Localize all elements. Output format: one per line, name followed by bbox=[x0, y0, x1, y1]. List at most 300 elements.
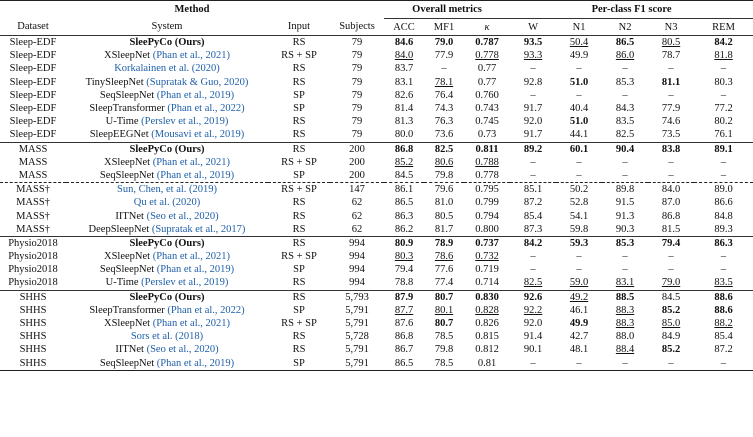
metric-value: – bbox=[576, 169, 582, 181]
metric-value: – bbox=[622, 357, 628, 369]
system-name: SleePyCo (Ours) bbox=[129, 143, 205, 155]
system-name: XSleepNet bbox=[104, 251, 151, 263]
cell-dataset: Sleep-EDF bbox=[9, 50, 57, 62]
cell-kappa bbox=[464, 62, 510, 75]
cell-mf1 bbox=[424, 223, 464, 237]
cell-dataset: Sleep-EDF bbox=[9, 76, 57, 88]
metric-value: – bbox=[668, 63, 674, 75]
cell-mf1 bbox=[424, 62, 464, 75]
cell-n2 bbox=[602, 128, 648, 142]
metric-value: – bbox=[720, 156, 727, 168]
metric-value: 84.0 bbox=[394, 50, 414, 62]
cell-n3 bbox=[648, 236, 694, 250]
metric-value: 0.719 bbox=[475, 264, 499, 276]
cell-n3 bbox=[648, 49, 694, 62]
table-row bbox=[0, 89, 753, 102]
cell-subjects: 994 bbox=[330, 236, 384, 250]
metric-value: 77.2 bbox=[714, 103, 733, 115]
cell-acc bbox=[384, 330, 424, 343]
cell-w bbox=[510, 102, 556, 115]
cell-n1 bbox=[556, 317, 602, 330]
cell-rem bbox=[694, 223, 753, 237]
metric-value: 80.7 bbox=[434, 318, 454, 330]
cell-dataset: MASS bbox=[18, 169, 48, 181]
metric-value: 89.3 bbox=[714, 223, 733, 235]
table-row bbox=[0, 223, 753, 237]
cell-w bbox=[510, 183, 556, 197]
cell-subjects: 200 bbox=[330, 142, 384, 156]
metric-value: 78.8 bbox=[394, 277, 414, 289]
metric-value: 88.4 bbox=[615, 344, 635, 356]
cell-subjects: 200 bbox=[349, 169, 365, 181]
metric-value: 0.828 bbox=[475, 304, 499, 316]
cell-system bbox=[66, 102, 268, 115]
cell-acc bbox=[384, 183, 424, 197]
cell-input: RS + SP bbox=[268, 183, 330, 197]
cell-n3 bbox=[648, 183, 694, 197]
table-row bbox=[0, 169, 753, 183]
metric-value: – bbox=[530, 264, 536, 276]
cell-input: RS bbox=[292, 331, 306, 343]
metric-value: 78.9 bbox=[434, 237, 454, 249]
citation-link[interactable]: (Phan et al., 2021) bbox=[152, 318, 230, 330]
metric-value: 91.3 bbox=[615, 210, 635, 222]
metric-value: 0.788 bbox=[475, 156, 499, 168]
cell-input: RS bbox=[292, 63, 306, 75]
metric-value: 44.1 bbox=[569, 129, 589, 141]
metric-value: – bbox=[622, 89, 628, 101]
cell-kappa bbox=[464, 290, 510, 304]
cell-rem bbox=[694, 330, 753, 343]
cell-input: RS + SP bbox=[281, 50, 317, 62]
cell-dataset: MASS bbox=[0, 142, 66, 156]
metric-value: – bbox=[441, 63, 447, 75]
cell-w bbox=[510, 290, 556, 304]
metric-value: 59.0 bbox=[569, 277, 589, 289]
cell-w bbox=[510, 343, 556, 356]
metric-value: 78.5 bbox=[434, 357, 454, 369]
metric-value: 81.5 bbox=[661, 223, 681, 235]
metric-value: – bbox=[530, 357, 536, 369]
cell-w bbox=[510, 156, 556, 169]
table-row bbox=[0, 156, 753, 169]
metric-value: 83.5 bbox=[615, 116, 635, 128]
metric-value: – bbox=[530, 156, 536, 168]
cell-n3 bbox=[648, 156, 694, 169]
metric-value: – bbox=[530, 89, 536, 101]
table-row bbox=[0, 128, 753, 142]
metric-value: 82.5 bbox=[615, 129, 635, 141]
col-header-mf1: MF1 bbox=[424, 19, 464, 36]
cell-w bbox=[510, 317, 556, 330]
citation-link[interactable]: (Mousavi et al., 2019) bbox=[151, 129, 245, 141]
metric-value: 59.3 bbox=[569, 237, 589, 249]
metric-value: 85.3 bbox=[615, 76, 635, 88]
cell-subjects: 5,793 bbox=[330, 290, 384, 304]
metric-value: 60.1 bbox=[569, 143, 589, 155]
cell-mf1 bbox=[424, 102, 464, 115]
cell-kappa bbox=[464, 209, 510, 222]
metric-value: 81.0 bbox=[434, 197, 454, 209]
cell-acc bbox=[384, 115, 424, 128]
cell-n1 bbox=[556, 196, 602, 209]
citation-link[interactable]: (Phan et al., 2021) bbox=[152, 50, 230, 62]
cell-kappa bbox=[464, 36, 510, 50]
citation-link[interactable]: (Phan et al., 2019) bbox=[156, 357, 235, 369]
metric-value: 73.6 bbox=[434, 129, 454, 141]
metric-value: 78.1 bbox=[434, 76, 454, 88]
cell-n2 bbox=[602, 317, 648, 330]
metric-value: 49.9 bbox=[569, 318, 589, 330]
metric-value: 87.2 bbox=[523, 197, 543, 209]
metric-value: – bbox=[530, 63, 536, 75]
cell-acc bbox=[384, 102, 424, 115]
metric-value: 82.6 bbox=[394, 89, 414, 101]
cell-kappa bbox=[464, 49, 510, 62]
citation-link[interactable]: (Phan et al., 2022) bbox=[167, 304, 245, 316]
metric-value: 0.745 bbox=[475, 116, 499, 128]
cell-mf1 bbox=[424, 49, 464, 62]
metric-value: 84.2 bbox=[714, 37, 733, 49]
metric-value: 0.760 bbox=[475, 89, 499, 101]
metric-value: 0.800 bbox=[475, 223, 499, 235]
metric-value: 76.3 bbox=[434, 116, 454, 128]
cell-mf1 bbox=[424, 89, 464, 102]
cell-mf1 bbox=[424, 317, 464, 330]
metric-value: 0.81 bbox=[477, 357, 497, 369]
cell-n2 bbox=[602, 196, 648, 209]
system-name: DeepSleepNet bbox=[88, 223, 150, 235]
metric-value: 83.8 bbox=[661, 143, 681, 155]
cell-w bbox=[510, 76, 556, 89]
cell-w bbox=[510, 169, 556, 183]
metric-value: 92.0 bbox=[523, 116, 543, 128]
table-row bbox=[0, 36, 753, 50]
metric-value: 84.3 bbox=[615, 103, 635, 115]
cell-acc bbox=[384, 156, 424, 169]
table-row bbox=[0, 276, 753, 290]
system-name: SeqSleepNet bbox=[99, 89, 155, 101]
cell-n2 bbox=[602, 49, 648, 62]
citation-link[interactable]: Sun, Chen, et al. (2019) bbox=[116, 184, 218, 196]
cell-rem bbox=[694, 317, 753, 330]
citation-link[interactable]: (Phan et al., 2019) bbox=[156, 169, 235, 181]
cell-dataset: SHHS bbox=[19, 304, 47, 316]
cell-w bbox=[510, 330, 556, 343]
cell-dataset: SHHS bbox=[19, 331, 47, 343]
metric-value: 86.5 bbox=[394, 357, 414, 369]
cell-n2 bbox=[602, 276, 648, 290]
metric-value: 84.5 bbox=[661, 291, 681, 303]
cell-rem bbox=[694, 49, 753, 62]
metric-value: 80.7 bbox=[434, 291, 454, 303]
citation-link[interactable]: (Supratak et al., 2017) bbox=[151, 223, 246, 235]
metric-value: 80.9 bbox=[394, 237, 414, 249]
cell-n1 bbox=[556, 304, 602, 317]
metric-value: 86.8 bbox=[661, 210, 681, 222]
citation-link[interactable]: Sors et al. (2018) bbox=[130, 331, 204, 343]
cell-n3 bbox=[648, 128, 694, 142]
citation-link[interactable]: (Seo et al., 2020) bbox=[146, 344, 219, 356]
metric-value: 46.1 bbox=[569, 304, 589, 316]
metric-value: 87.0 bbox=[661, 197, 681, 209]
cell-rem bbox=[694, 304, 753, 317]
cell-kappa bbox=[464, 156, 510, 169]
metric-value: 80.6 bbox=[434, 156, 454, 168]
cell-w bbox=[510, 62, 556, 75]
cell-n1 bbox=[556, 115, 602, 128]
cell-acc bbox=[384, 76, 424, 89]
cell-system bbox=[66, 36, 268, 50]
cell-input: RS bbox=[292, 129, 306, 141]
col-header-dataset: Dataset bbox=[0, 19, 66, 36]
cell-n1 bbox=[556, 330, 602, 343]
cell-dataset: SHHS bbox=[19, 318, 47, 330]
citation-link[interactable]: (Phan et al., 2021) bbox=[152, 156, 230, 168]
system-name: IITNet bbox=[115, 344, 144, 356]
cell-rem bbox=[694, 276, 753, 290]
metric-value: 51.0 bbox=[569, 116, 589, 128]
cell-subjects: 62 bbox=[351, 223, 363, 235]
col-header-kappa: κ bbox=[464, 19, 510, 36]
metric-value: 87.6 bbox=[394, 318, 414, 330]
metric-value: 80.2 bbox=[714, 116, 733, 128]
citation-link[interactable]: (Phan et al., 2019) bbox=[156, 264, 235, 276]
system-name: SleePyCo (Ours) bbox=[129, 237, 205, 249]
cell-kappa bbox=[464, 357, 510, 371]
cell-n1 bbox=[556, 36, 602, 50]
cell-subjects: 147 bbox=[330, 183, 384, 197]
cell-dataset: Physio2018 bbox=[8, 251, 58, 263]
metric-value: 73.5 bbox=[661, 129, 681, 141]
metric-value: 80.3 bbox=[394, 251, 414, 263]
dataset-label: MASS† bbox=[16, 210, 50, 222]
metric-value: 86.1 bbox=[394, 184, 414, 196]
cell-n3 bbox=[648, 142, 694, 156]
table-row bbox=[0, 142, 753, 156]
cell-system bbox=[66, 183, 268, 197]
citation-link[interactable]: (Phan et al., 2019) bbox=[156, 89, 235, 101]
cell-acc bbox=[384, 128, 424, 142]
cell-dataset: Physio2018 bbox=[8, 277, 58, 289]
metric-value: 0.787 bbox=[475, 37, 499, 49]
cell-subjects: 994 bbox=[349, 251, 365, 263]
cell-kappa bbox=[464, 142, 510, 156]
cell-kappa bbox=[464, 250, 510, 263]
metric-value: 85.4 bbox=[523, 210, 543, 222]
cell-n1 bbox=[556, 183, 602, 197]
cell-n1 bbox=[556, 209, 602, 222]
cell-n1 bbox=[556, 250, 602, 263]
metric-value: 88.3 bbox=[615, 318, 635, 330]
cell-n2 bbox=[602, 236, 648, 250]
cell-subjects: 79 bbox=[351, 50, 363, 62]
cell-n1 bbox=[556, 276, 602, 290]
cell-acc bbox=[384, 89, 424, 102]
cell-n2 bbox=[602, 142, 648, 156]
cell-input: RS bbox=[268, 290, 330, 304]
cell-kappa bbox=[464, 169, 510, 183]
metric-value: – bbox=[720, 357, 727, 369]
metric-value: – bbox=[720, 89, 727, 101]
cell-w bbox=[510, 89, 556, 102]
metric-value: – bbox=[530, 251, 536, 263]
cell-dataset: SHHS bbox=[0, 290, 66, 304]
metric-value: 87.2 bbox=[714, 344, 733, 356]
system-name: SleepTransformer bbox=[89, 103, 165, 115]
cell-mf1 bbox=[424, 196, 464, 209]
metric-value: 83.7 bbox=[394, 63, 414, 75]
metric-value: 93.5 bbox=[523, 37, 543, 49]
cell-n1 bbox=[556, 49, 602, 62]
cell-acc bbox=[384, 223, 424, 237]
cell-system bbox=[66, 128, 268, 142]
citation-link[interactable]: Korkalainen et al. (2020) bbox=[114, 63, 220, 75]
cell-input: RS bbox=[292, 344, 306, 356]
cell-n3 bbox=[648, 357, 694, 371]
cell-acc bbox=[384, 196, 424, 209]
cell-w bbox=[510, 250, 556, 263]
citation-link[interactable]: (Perslev et al., 2019) bbox=[141, 277, 229, 289]
metric-value: 81.4 bbox=[394, 103, 414, 115]
system-name: XSleepNet bbox=[104, 50, 151, 62]
cell-system bbox=[66, 276, 268, 290]
citation-link[interactable]: (Perslev et al., 2019) bbox=[141, 116, 229, 128]
cell-system bbox=[66, 357, 268, 371]
metric-value: 50.2 bbox=[569, 184, 589, 196]
metric-value: – bbox=[576, 63, 582, 75]
metric-value: 92.6 bbox=[523, 291, 543, 303]
citation-link[interactable]: (Phan et al., 2022) bbox=[167, 103, 245, 115]
cell-input: SP bbox=[268, 357, 330, 371]
cell-subjects: 79 bbox=[351, 76, 363, 88]
header-row-groups bbox=[0, 1, 753, 19]
cell-n2 bbox=[602, 115, 648, 128]
cell-kappa bbox=[464, 102, 510, 115]
cell-n2 bbox=[602, 263, 648, 276]
metric-value: 84.8 bbox=[714, 210, 733, 222]
system-name: SeqSleepNet bbox=[99, 169, 155, 181]
table-row bbox=[0, 102, 753, 115]
metric-value: 89.8 bbox=[615, 184, 635, 196]
metric-value: 86.5 bbox=[394, 197, 414, 209]
cell-acc bbox=[384, 290, 424, 304]
cell-mf1 bbox=[424, 290, 464, 304]
col-header-rem: REM bbox=[694, 19, 753, 36]
cell-subjects: 79 bbox=[351, 103, 363, 115]
metric-value: 77.9 bbox=[434, 50, 454, 62]
cell-dataset bbox=[0, 223, 66, 237]
col-header-input: Input bbox=[268, 19, 330, 36]
metric-value: – bbox=[576, 89, 582, 101]
cell-input: RS + SP bbox=[281, 251, 317, 263]
citation-link[interactable]: (Seo et al., 2020) bbox=[146, 210, 219, 222]
metric-value: 91.4 bbox=[523, 331, 543, 343]
col-header-n3: N3 bbox=[648, 19, 694, 36]
metric-value: – bbox=[576, 251, 582, 263]
cell-dataset: Sleep-EDF bbox=[9, 103, 57, 115]
cell-system bbox=[66, 156, 268, 169]
cell-n3 bbox=[648, 250, 694, 263]
metric-value: 86.7 bbox=[394, 344, 414, 356]
metric-value: 51.0 bbox=[569, 76, 589, 88]
metric-value: 77.4 bbox=[434, 277, 454, 289]
cell-system bbox=[66, 317, 268, 330]
cell-n3 bbox=[648, 169, 694, 183]
cell-acc bbox=[384, 36, 424, 50]
system-name: IITNet bbox=[115, 210, 144, 222]
col-header-subjects: Subjects bbox=[330, 19, 384, 36]
metric-value: 0.77 bbox=[477, 63, 497, 75]
metric-value: 91.5 bbox=[615, 197, 635, 209]
metric-value: 85.2 bbox=[394, 156, 414, 168]
cell-system bbox=[66, 343, 268, 356]
cell-rem bbox=[694, 343, 753, 356]
cell-n2 bbox=[602, 36, 648, 50]
cell-kappa bbox=[464, 343, 510, 356]
cell-subjects: 62 bbox=[351, 197, 363, 209]
table-row bbox=[0, 183, 753, 197]
metric-value: 0.778 bbox=[475, 169, 499, 181]
cell-n2 bbox=[602, 290, 648, 304]
cell-subjects: 79 bbox=[351, 116, 363, 128]
cell-acc bbox=[384, 276, 424, 290]
metric-value: 77.9 bbox=[661, 103, 681, 115]
metric-value: 88.0 bbox=[615, 331, 635, 343]
metric-value: 81.3 bbox=[394, 116, 414, 128]
col-header-n2: N2 bbox=[602, 19, 648, 36]
cell-n2 bbox=[602, 330, 648, 343]
cell-system bbox=[66, 330, 268, 343]
cell-n2 bbox=[602, 169, 648, 183]
table-row bbox=[0, 196, 753, 209]
cell-mf1 bbox=[424, 343, 464, 356]
cell-rem bbox=[694, 89, 753, 102]
cell-n1 bbox=[556, 357, 602, 371]
cell-subjects: 5,791 bbox=[345, 304, 369, 316]
metric-value: 83.1 bbox=[615, 277, 635, 289]
cell-w bbox=[510, 128, 556, 142]
cell-n2 bbox=[602, 89, 648, 102]
cell-acc bbox=[384, 250, 424, 263]
citation-link[interactable]: (Phan et al., 2021) bbox=[152, 251, 230, 263]
cell-rem bbox=[694, 209, 753, 222]
cell-subjects: 79 bbox=[351, 63, 363, 75]
metric-value: 0.826 bbox=[475, 318, 499, 330]
citation-link[interactable]: (Supratak & Guo, 2020) bbox=[146, 76, 249, 88]
metric-value: 48.1 bbox=[569, 344, 589, 356]
cell-system bbox=[66, 62, 268, 75]
cell-rem bbox=[694, 263, 753, 276]
system-name: U-Time bbox=[105, 277, 139, 289]
cell-n1 bbox=[556, 343, 602, 356]
cell-system bbox=[66, 290, 268, 304]
cell-system bbox=[66, 89, 268, 102]
metric-value: 50.4 bbox=[569, 37, 589, 49]
dataset-label: MASS† bbox=[16, 223, 50, 235]
metric-value: 83.1 bbox=[394, 76, 414, 88]
citation-link[interactable]: Qu et al. (2020) bbox=[133, 197, 201, 209]
method-group-header: Method bbox=[0, 1, 384, 19]
metric-value: 79.4 bbox=[661, 237, 681, 249]
metric-value: 87.7 bbox=[394, 304, 414, 316]
cell-acc bbox=[384, 343, 424, 356]
cell-acc bbox=[384, 317, 424, 330]
metric-value: 92.2 bbox=[523, 304, 543, 316]
metric-value: 82.5 bbox=[434, 143, 454, 155]
metric-value: 84.0 bbox=[661, 184, 681, 196]
cell-input: RS bbox=[268, 142, 330, 156]
